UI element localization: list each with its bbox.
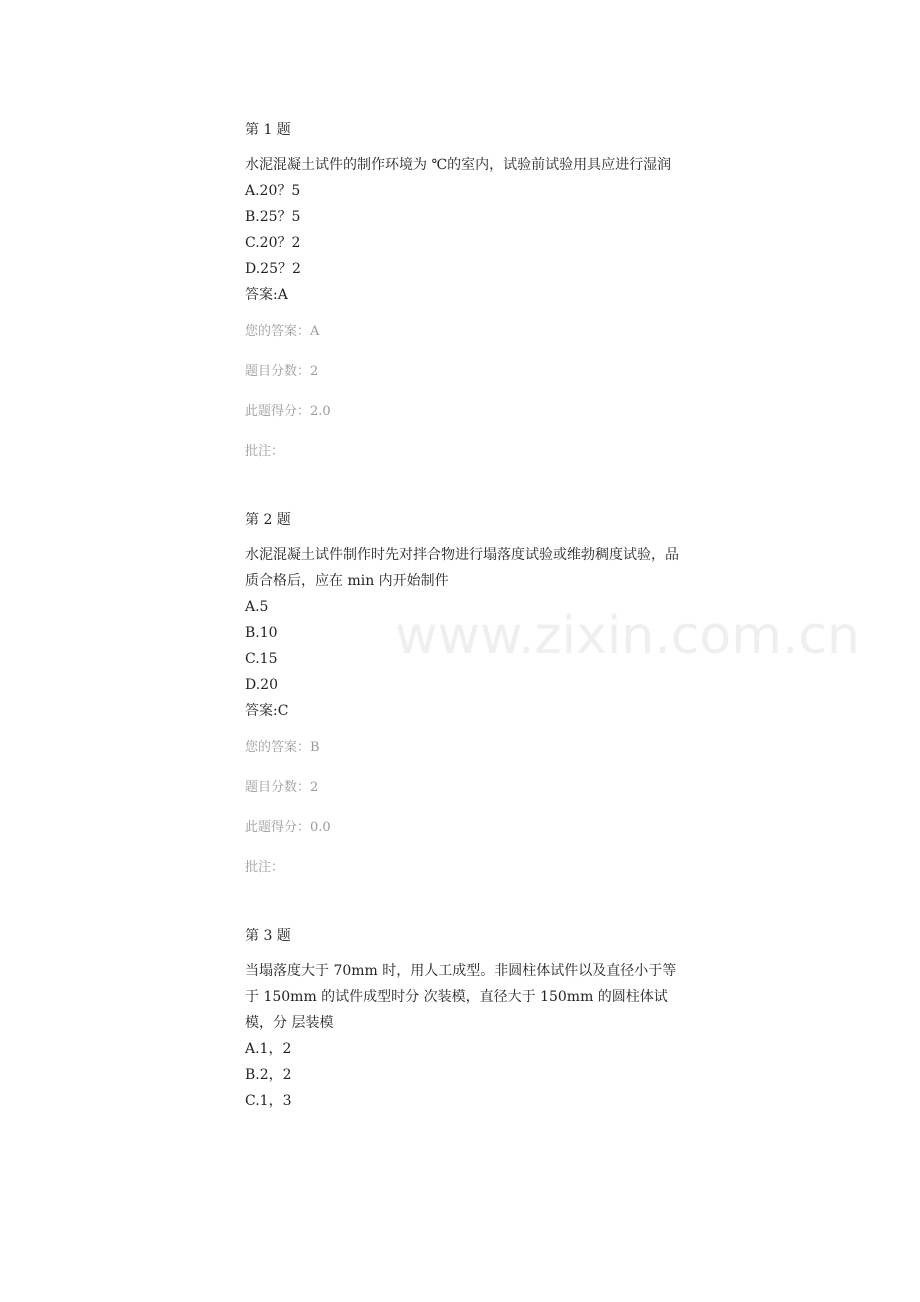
option-c: C.20？2 xyxy=(245,235,301,251)
question-title: 第 3 题 xyxy=(245,928,291,944)
question-title: 第 1 题 xyxy=(245,122,291,138)
earned-score: 此题得分：0.0 xyxy=(245,820,331,835)
question-2 xyxy=(245,508,690,878)
comment-label: 批注： xyxy=(245,444,285,459)
option-a: A.5 xyxy=(245,599,269,615)
question-score: 题目分数：2 xyxy=(245,364,319,379)
question-title: 第 2 题 xyxy=(245,512,291,528)
option-c: C.15 xyxy=(245,651,278,667)
comment-label: 批注： xyxy=(245,860,285,875)
option-c: C.1，3 xyxy=(245,1093,292,1109)
correct-answer: 答案:C xyxy=(245,703,289,719)
question-score: 题目分数：2 xyxy=(245,780,319,795)
question-text: 水泥混凝土试件的制作环境为 ℃的室内，试验前试验用具应进行湿润 xyxy=(245,157,672,173)
earned-score: 此题得分：2.0 xyxy=(245,404,331,419)
your-answer: 您的答案：B xyxy=(245,740,320,755)
option-b: B.2，2 xyxy=(245,1067,292,1083)
watermark: www.zixin.com.cn xyxy=(395,606,860,666)
question-3 xyxy=(245,924,690,1114)
question-text: 水泥混凝土试件制作时先对拌合物进行塌落度试验或维勃稠度试验，品质合格后，应在 min 内开始制件 xyxy=(245,547,679,589)
your-answer: 您的答案：A xyxy=(245,324,320,339)
question-text: 当塌落度大于 70mm 时，用人工成型。非圆柱体试件以及直径小于等于 150mm 的试件成型时分 次装模，直径大于 150mm 的圆柱体试模，分 层装模 xyxy=(245,963,677,1031)
correct-answer: 答案:A xyxy=(245,287,288,303)
option-a: A.20？5 xyxy=(245,183,301,199)
question-1 xyxy=(245,118,690,462)
document-body xyxy=(245,118,690,1160)
option-b: B.25？5 xyxy=(245,209,301,225)
option-d: D.20 xyxy=(245,677,278,693)
option-a: A.1，2 xyxy=(245,1041,292,1057)
option-b: B.10 xyxy=(245,625,278,641)
option-d: D.25？2 xyxy=(245,261,301,277)
